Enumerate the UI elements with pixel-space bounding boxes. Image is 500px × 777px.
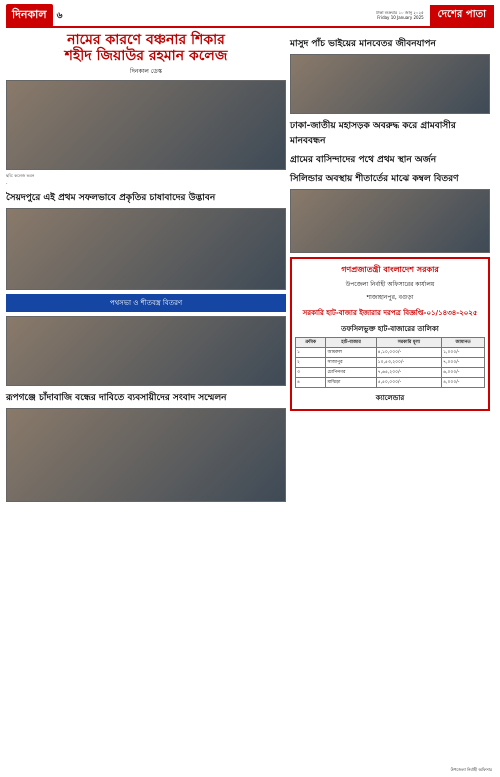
lead-body: . xyxy=(6,180,8,186)
cell: ৪ xyxy=(296,378,326,388)
notice-header-2: উপজেলা নির্বাহী অফিসারের কার্যালয় xyxy=(345,281,435,288)
col-price: সরকারি মূল্য xyxy=(376,338,441,348)
cell: ৫,৫০,০০০/- xyxy=(376,378,441,388)
col-market: হাট-বাজার xyxy=(326,338,376,348)
tender-notice xyxy=(290,257,490,411)
table-row xyxy=(296,368,485,378)
story7-photo xyxy=(290,189,490,253)
market-table xyxy=(295,337,485,388)
lead-photo xyxy=(6,80,286,170)
story3-title: ঢাকা-জাতীয় মহাসড়ক অবরুদ্ধ করে গ্রামবাসীর মানববন্ধন xyxy=(290,121,456,146)
story4-title: মাসুদ পাঁচ ভাইয়ের মানবেতর জীবনযাপন xyxy=(290,39,436,49)
story4-photo xyxy=(290,54,490,114)
cell: ৬,০০০/- xyxy=(442,368,485,378)
table-row xyxy=(296,358,485,368)
notice-header-3: শাজাহানপুর, বগুড়া xyxy=(366,294,414,301)
cell: ৭,৬৫,২০০/- xyxy=(376,368,441,378)
columns xyxy=(6,32,494,505)
story6-photo xyxy=(6,316,286,386)
date-en: Friday 10 January 2025 xyxy=(377,15,424,20)
story8-photo xyxy=(6,408,286,502)
notice-header-1: গণপ্রজাতন্ত্রী বাংলাদেশ সরকার xyxy=(341,265,439,274)
story7-title: সিলিন্ডার অবস্থায় শীতার্তের মাঝে কম্বল বিতরণ xyxy=(290,174,459,184)
cell: ১,০০০/- xyxy=(442,348,485,358)
notice-title: সরকারি হাট-বাজার ইজারার দরপত্র বিজ্ঞপ্তি-০১/১৪৩৪-২০২৫ xyxy=(302,309,478,317)
story2-photo xyxy=(6,208,286,290)
col-deposit: জামানত xyxy=(442,338,485,348)
lead-headline-2: শহীদ জিয়াউর রহমান কলেজ xyxy=(64,48,228,64)
date-block xyxy=(376,10,424,20)
cell: ৪,০০০/- xyxy=(442,378,485,388)
logo: দিনকাল xyxy=(6,4,53,27)
story6-banner: পথসভা ও শীতবস্ত্র বিতরণ xyxy=(6,294,286,312)
lead-headline-1: নামের কারণে বঞ্চনার শিকার xyxy=(67,32,225,48)
lead-caption: ছবি: কলেজ ভবন xyxy=(6,173,35,178)
col-serial: ক্রমিক xyxy=(296,338,326,348)
story5-title: গ্রামের বাসিন্দাদের পথে প্রথম স্থান অর্জন xyxy=(290,155,437,165)
cell: ৪,১০,০০০/- xyxy=(376,348,441,358)
table-row xyxy=(296,348,485,358)
right-column xyxy=(290,32,490,505)
cell: আমরুল xyxy=(326,348,376,358)
cell: চোপিনগর xyxy=(326,368,376,378)
cell: ৭,০০০/- xyxy=(442,358,485,368)
schedule-title: ক্যালেন্ডার xyxy=(375,394,405,402)
cell: ১ xyxy=(296,348,326,358)
signature: উপজেলা নির্বাহী অফিসার xyxy=(450,767,492,772)
table-title: তফসিলভুক্ত হাট-বাজারের তালিকা xyxy=(341,325,439,333)
cell: মাঝিড়া xyxy=(326,378,376,388)
cell: সাজাপুর xyxy=(326,358,376,368)
cell: ১০,৫৩,২০০/- xyxy=(376,358,441,368)
section-title: দেশের পাতা xyxy=(430,5,494,26)
date-bn: ঢাকা শুক্রবার ১০ জানু ২০২৫ xyxy=(376,10,424,15)
story2-title: সৈয়দপুরে এই প্রথম সফলভাবে প্রকৃতির চাষাবাদের উদ্ভাবন xyxy=(6,193,216,203)
story8-title: রূপগঞ্জে চাঁদাবাজি বন্ধের দাবিতে ব্যবসায়ীদের সংবাদ সম্মেলন xyxy=(6,393,227,403)
cell: ৩ xyxy=(296,368,326,378)
masthead xyxy=(6,4,494,28)
left-column xyxy=(6,32,286,505)
lead-byline: দিনকাল ডেস্ক xyxy=(130,68,162,75)
table-row xyxy=(296,378,485,388)
page-number: ৬ xyxy=(56,10,63,21)
cell: ২ xyxy=(296,358,326,368)
